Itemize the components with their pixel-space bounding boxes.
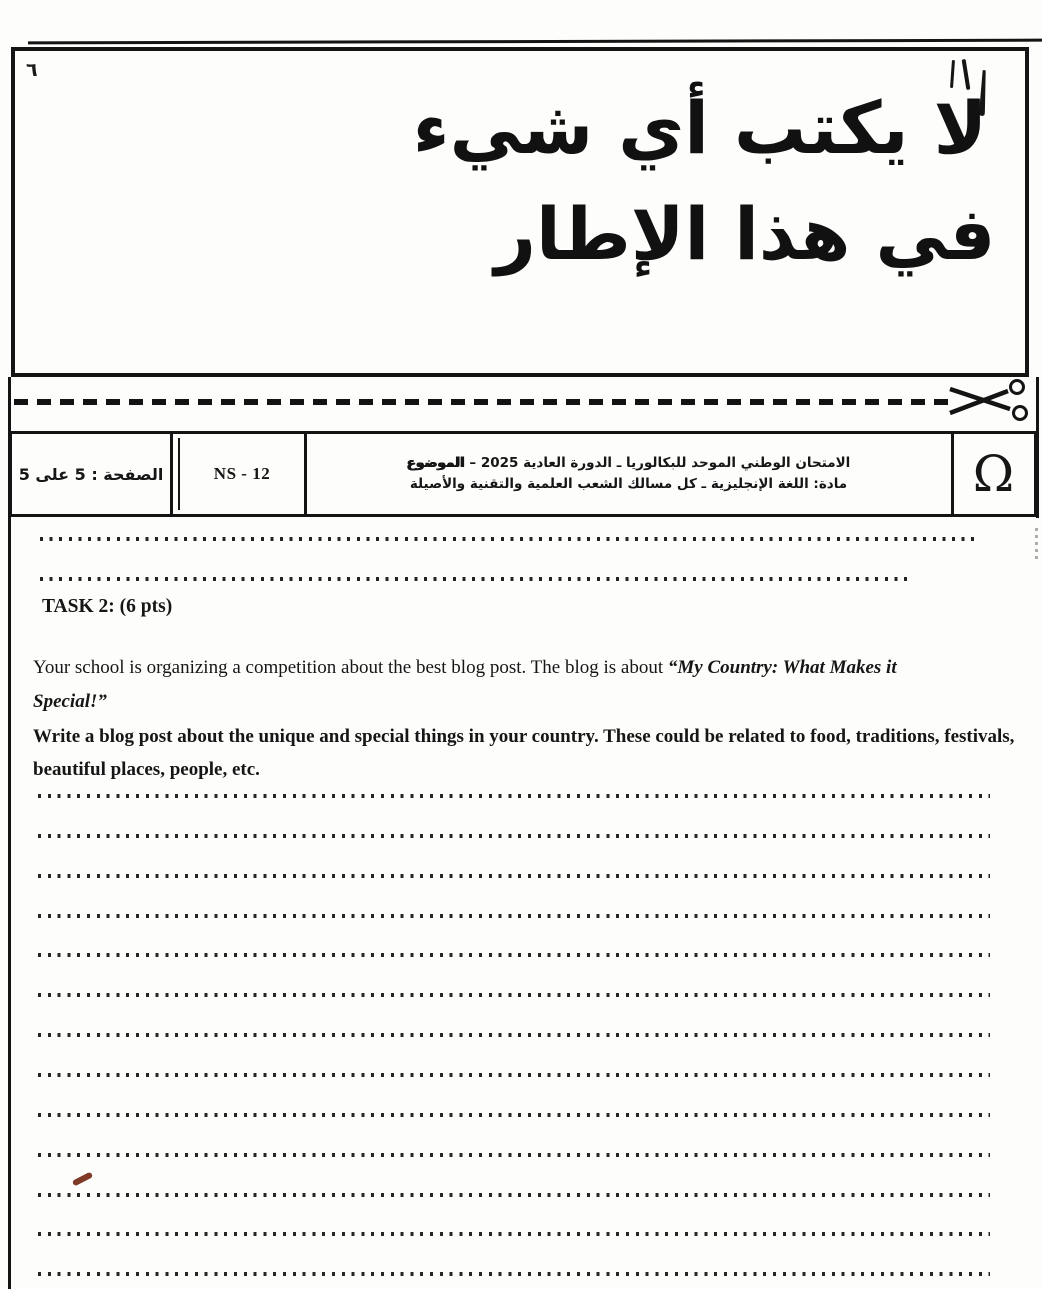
- notice-line-2: في هذا الإطار: [494, 192, 996, 276]
- omega-symbol: Ω: [972, 445, 1015, 503]
- notice-line-1: لا يكتب أي شيء: [412, 86, 988, 170]
- task-blog-title: “My Country: What Makes it Special!”: [33, 657, 897, 712]
- answer-line: [38, 953, 990, 957]
- answer-line: [38, 1193, 990, 1197]
- exam-title-box: [306, 434, 951, 514]
- cut-dashed-line: [14, 399, 952, 405]
- answer-line: [38, 794, 990, 798]
- answer-line: [38, 1232, 990, 1236]
- exam-title-main: الامتحان الوطني الموحد للبكالوريا ـ الدورة العادية 2025 –: [464, 455, 851, 471]
- answer-line: [38, 1153, 990, 1157]
- answer-line: [38, 993, 990, 997]
- answer-line: [38, 1272, 990, 1276]
- scan-artifact: [1035, 528, 1038, 562]
- exam-header-bar: [9, 431, 1037, 517]
- task-heading: TASK 2: (6 pts): [42, 596, 173, 617]
- answer-line: [38, 874, 990, 878]
- do-not-write-frame: [11, 47, 1029, 377]
- dotted-answer-line: [40, 537, 978, 541]
- answer-line: [38, 1073, 990, 1077]
- answer-line: [38, 914, 990, 918]
- answer-line: [38, 834, 990, 838]
- scan-artifact-top-line: [28, 39, 1042, 45]
- dotted-answer-line: [40, 577, 908, 581]
- exam-code-box: NS - 12: [213, 464, 271, 483]
- divider: [170, 434, 173, 514]
- do-not-write-text: [380, 75, 1020, 287]
- task-intro-paragraph: [33, 651, 963, 719]
- answer-line: [38, 1113, 990, 1117]
- scissors-icon: [946, 378, 1032, 426]
- task-intro-text: Your school is organizing a competition about the best blog post. The blog is about: [33, 657, 668, 678]
- page-number-box: الصفحة : 5 على 5: [18, 464, 164, 484]
- corner-mark: ٦: [26, 59, 38, 81]
- task-instruction-paragraph: Write a blog post about the unique and special things in your country. These could be related to food, traditions, festivals, beautiful places, people, etc.: [33, 726, 1015, 780]
- exam-title-line-2: مادة: اللغة الإنجليزية ـ كل مسالك الشعب العلمية والتقنية والأصيلة: [409, 476, 848, 492]
- exam-title-subject-word: الموضوع: [406, 455, 465, 471]
- exam-title-line-1: [407, 453, 851, 474]
- answer-line: [38, 1033, 990, 1037]
- red-pen-mark: [72, 1172, 93, 1187]
